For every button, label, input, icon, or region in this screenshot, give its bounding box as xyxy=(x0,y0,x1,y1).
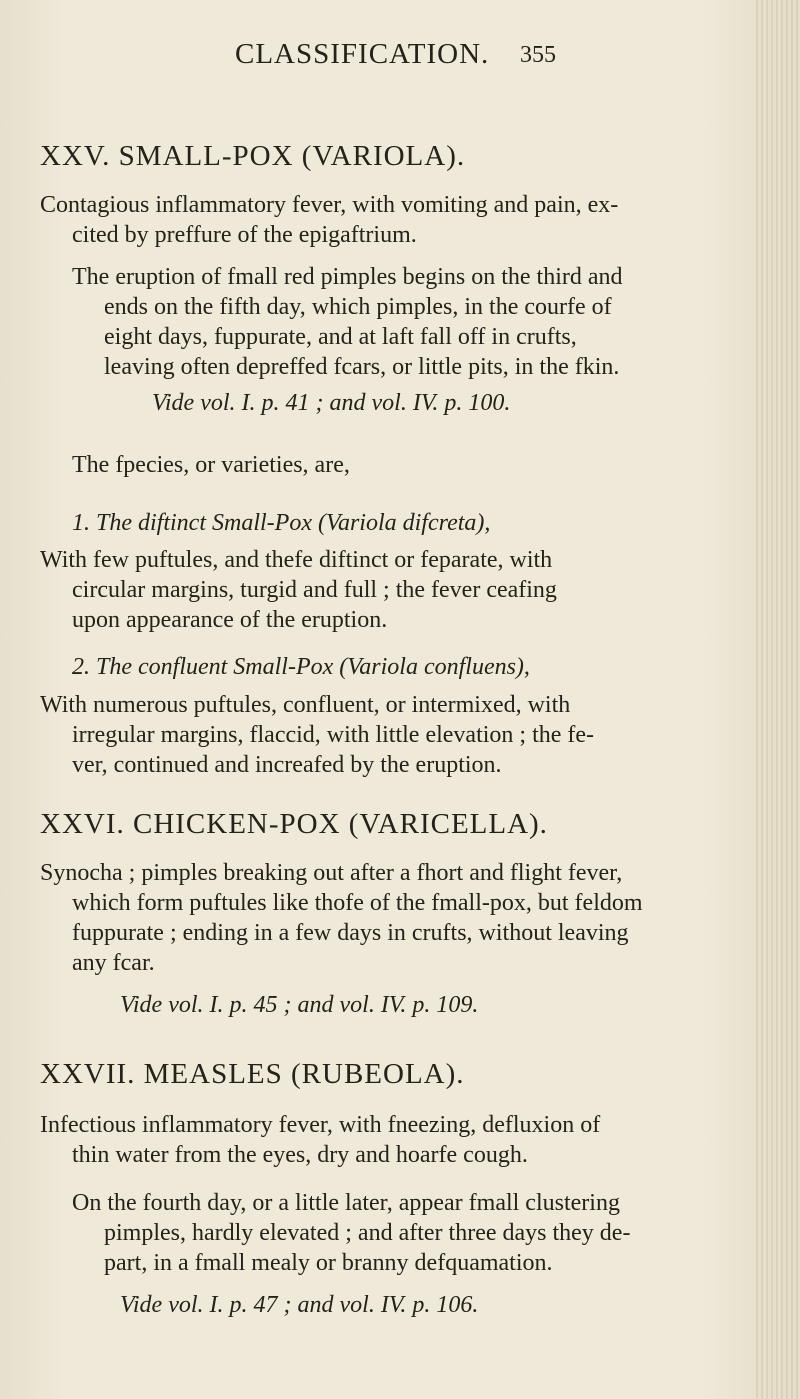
species-intro: The fpecies, or varieties, are, xyxy=(72,452,350,478)
section-heading-measles: XXVII. MEASLES (RUBEOLA). xyxy=(40,1058,465,1090)
section-heading-chicken-pox: XXVI. CHICKEN-POX (VARICELLA). xyxy=(40,808,548,840)
text-line: any fcar. xyxy=(72,950,155,976)
text-line: leaving often depreffed fcars, or little pits, in the fkin. xyxy=(104,354,620,380)
species-title-confluent: 2. The confluent Small-Pox (Variola confluens), xyxy=(72,654,530,680)
species-text-confluent xyxy=(40,690,780,780)
text-line: The eruption of fmall red pimples begins on the third and xyxy=(72,264,623,290)
reference-small-pox: Vide vol. I. p. 41 ; and vol. IV. p. 100. xyxy=(152,390,511,416)
text-line: ver, continued and increafed by the eruption. xyxy=(72,752,502,778)
description-small-pox xyxy=(72,262,792,382)
text-line: pimples, hardly elevated ; and after three days they de- xyxy=(104,1220,631,1246)
text-line: which form puftules like thofe of the fmall-pox, but feldom xyxy=(72,890,643,916)
text-line: irregular margins, flaccid, with little elevation ; the fe- xyxy=(72,722,595,748)
text-line: With few puftules, and thefe diftinct or feparate, with xyxy=(40,547,553,573)
text-line: cited by preffure of the epigaftrium. xyxy=(72,222,417,248)
reference-chicken-pox: Vide vol. I. p. 45 ; and vol. IV. p. 109. xyxy=(120,992,479,1018)
text-line: On the fourth day, or a little later, appear fmall clustering xyxy=(72,1190,620,1216)
text-line: Contagious inflammatory fever, with vomiting and pain, ex- xyxy=(40,192,619,218)
text-line: With numerous puftules, confluent, or intermixed, with xyxy=(40,692,571,718)
species-text-distinct xyxy=(40,545,780,635)
text-line: Infectious inflammatory fever, with fneezing, defluxion of xyxy=(40,1112,601,1138)
section-heading-small-pox: XXV. SMALL-POX (VARIOLA). xyxy=(40,140,466,172)
text-line: thin water from the eyes, dry and hoarfe cough. xyxy=(72,1142,528,1168)
page-header xyxy=(0,38,800,78)
text-line: part, in a fmall mealy or branny defquamation. xyxy=(104,1250,553,1276)
text-line: Synocha ; pimples breaking out after a fhort and flight fever, xyxy=(40,860,623,886)
definition-small-pox xyxy=(40,190,780,250)
text-line: ends on the fifth day, which pimples, in the courfe of xyxy=(104,294,612,320)
definition-chicken-pox xyxy=(40,858,780,978)
description-measles xyxy=(72,1188,792,1278)
running-head: CLASSIFICATION. xyxy=(235,38,490,70)
reference-measles: Vide vol. I. p. 47 ; and vol. IV. p. 106. xyxy=(120,1292,479,1318)
text-line: upon appearance of the eruption. xyxy=(72,607,388,633)
text-line: eight days, fuppurate, and at laft fall off in crufts, xyxy=(104,324,577,350)
species-title-distinct: 1. The diftinct Small-Pox (Variola difcreta), xyxy=(72,510,491,536)
text-line: circular margins, turgid and full ; the fever ceafing xyxy=(72,577,557,603)
page-number: 355 xyxy=(520,42,556,68)
definition-measles xyxy=(40,1110,780,1170)
text-line: fuppurate ; ending in a few days in crufts, without leaving xyxy=(72,920,629,946)
